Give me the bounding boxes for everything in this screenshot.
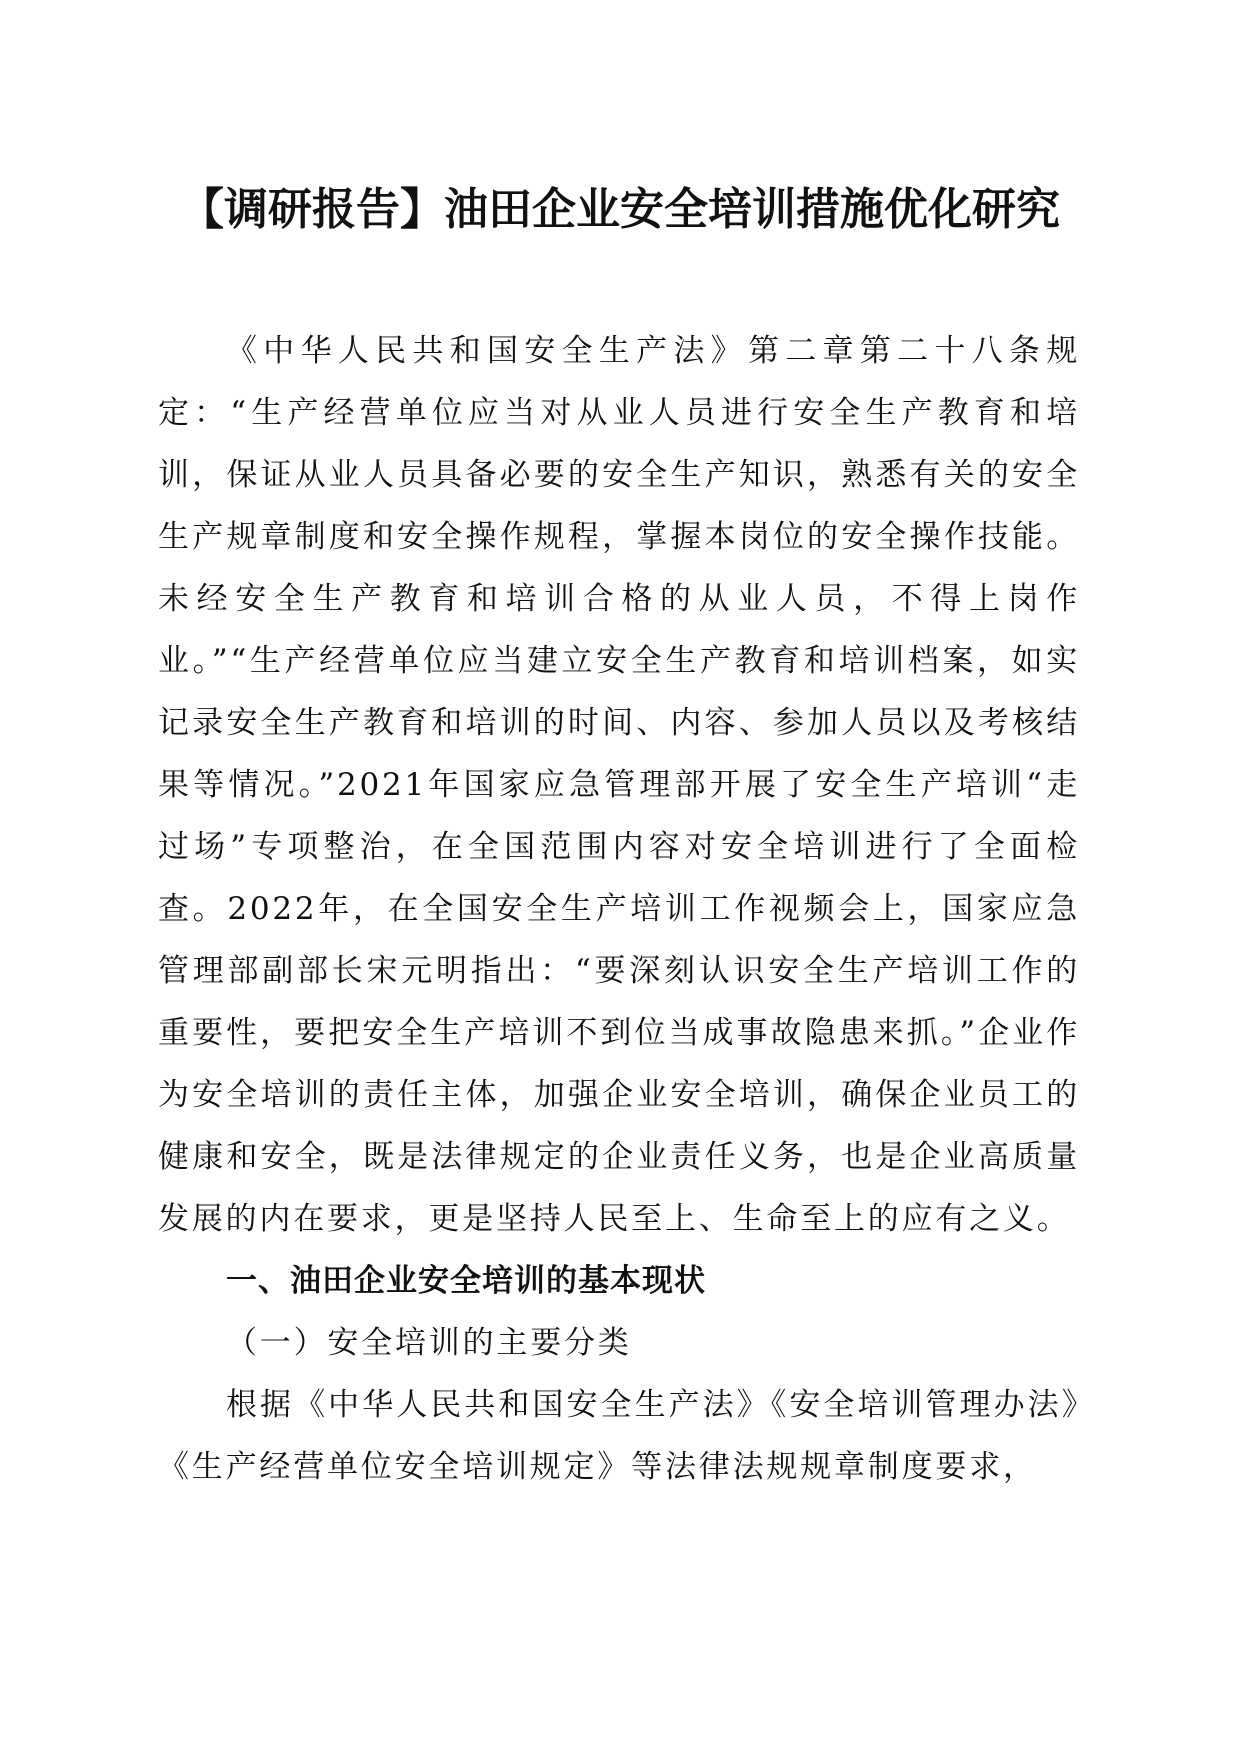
section-paragraph: 根据《中华人民共和国安全生产法》《安全培训管理办法》《生产经营单位安全培训规定》等法律法规规章制度要求， <box>158 1387 1080 1485</box>
intro-paragraph: 《中华人民共和国安全生产法》第二章第二十八条规定：“生产经营单位应当对从业人员进行安全生产教育和培训，保证从业人员具备必要的安全生产知识，熟悉有关的安全生产规章制度和安全操作规程，掌握本岗位的安全操作技能。未经安全生产教育和培训合格的从业人员，不得上岗作业。”“生产经营单位应当建立安全生产教育和培训档案，如实记录安全生产教育和培训的时间、内容、参加人员以及考核结果等情况。”2021年国家应急管理部开展了安全生产培训“走过场”专项整治，在全国范围内容对安全培训进行了全面检查。2022年，在全国安全生产培训工作视频会上，国家应急管理部副部长宋元明指出：“要深刻认识安全生产培训工作的重要性，要把安全生产培训不到位当成事故隐患来抓。”企业作为安全培训的责任主体，加强企业安全培训，确保企业员工的健康和安全，既是法律规定的企业责任义务，也是企业高质量发展的内在要求，更是坚持人民至上、生命至上的应有之义。 <box>158 333 1080 1237</box>
subsection-heading: （一）安全培训的主要分类 <box>226 1325 632 1361</box>
document-body <box>158 320 1080 1498</box>
document-title: 【调研报告】油田企业安全培训措施优化研究 <box>180 184 1060 235</box>
section-heading: 一、油田企业安全培训的基本现状 <box>226 1263 706 1299</box>
